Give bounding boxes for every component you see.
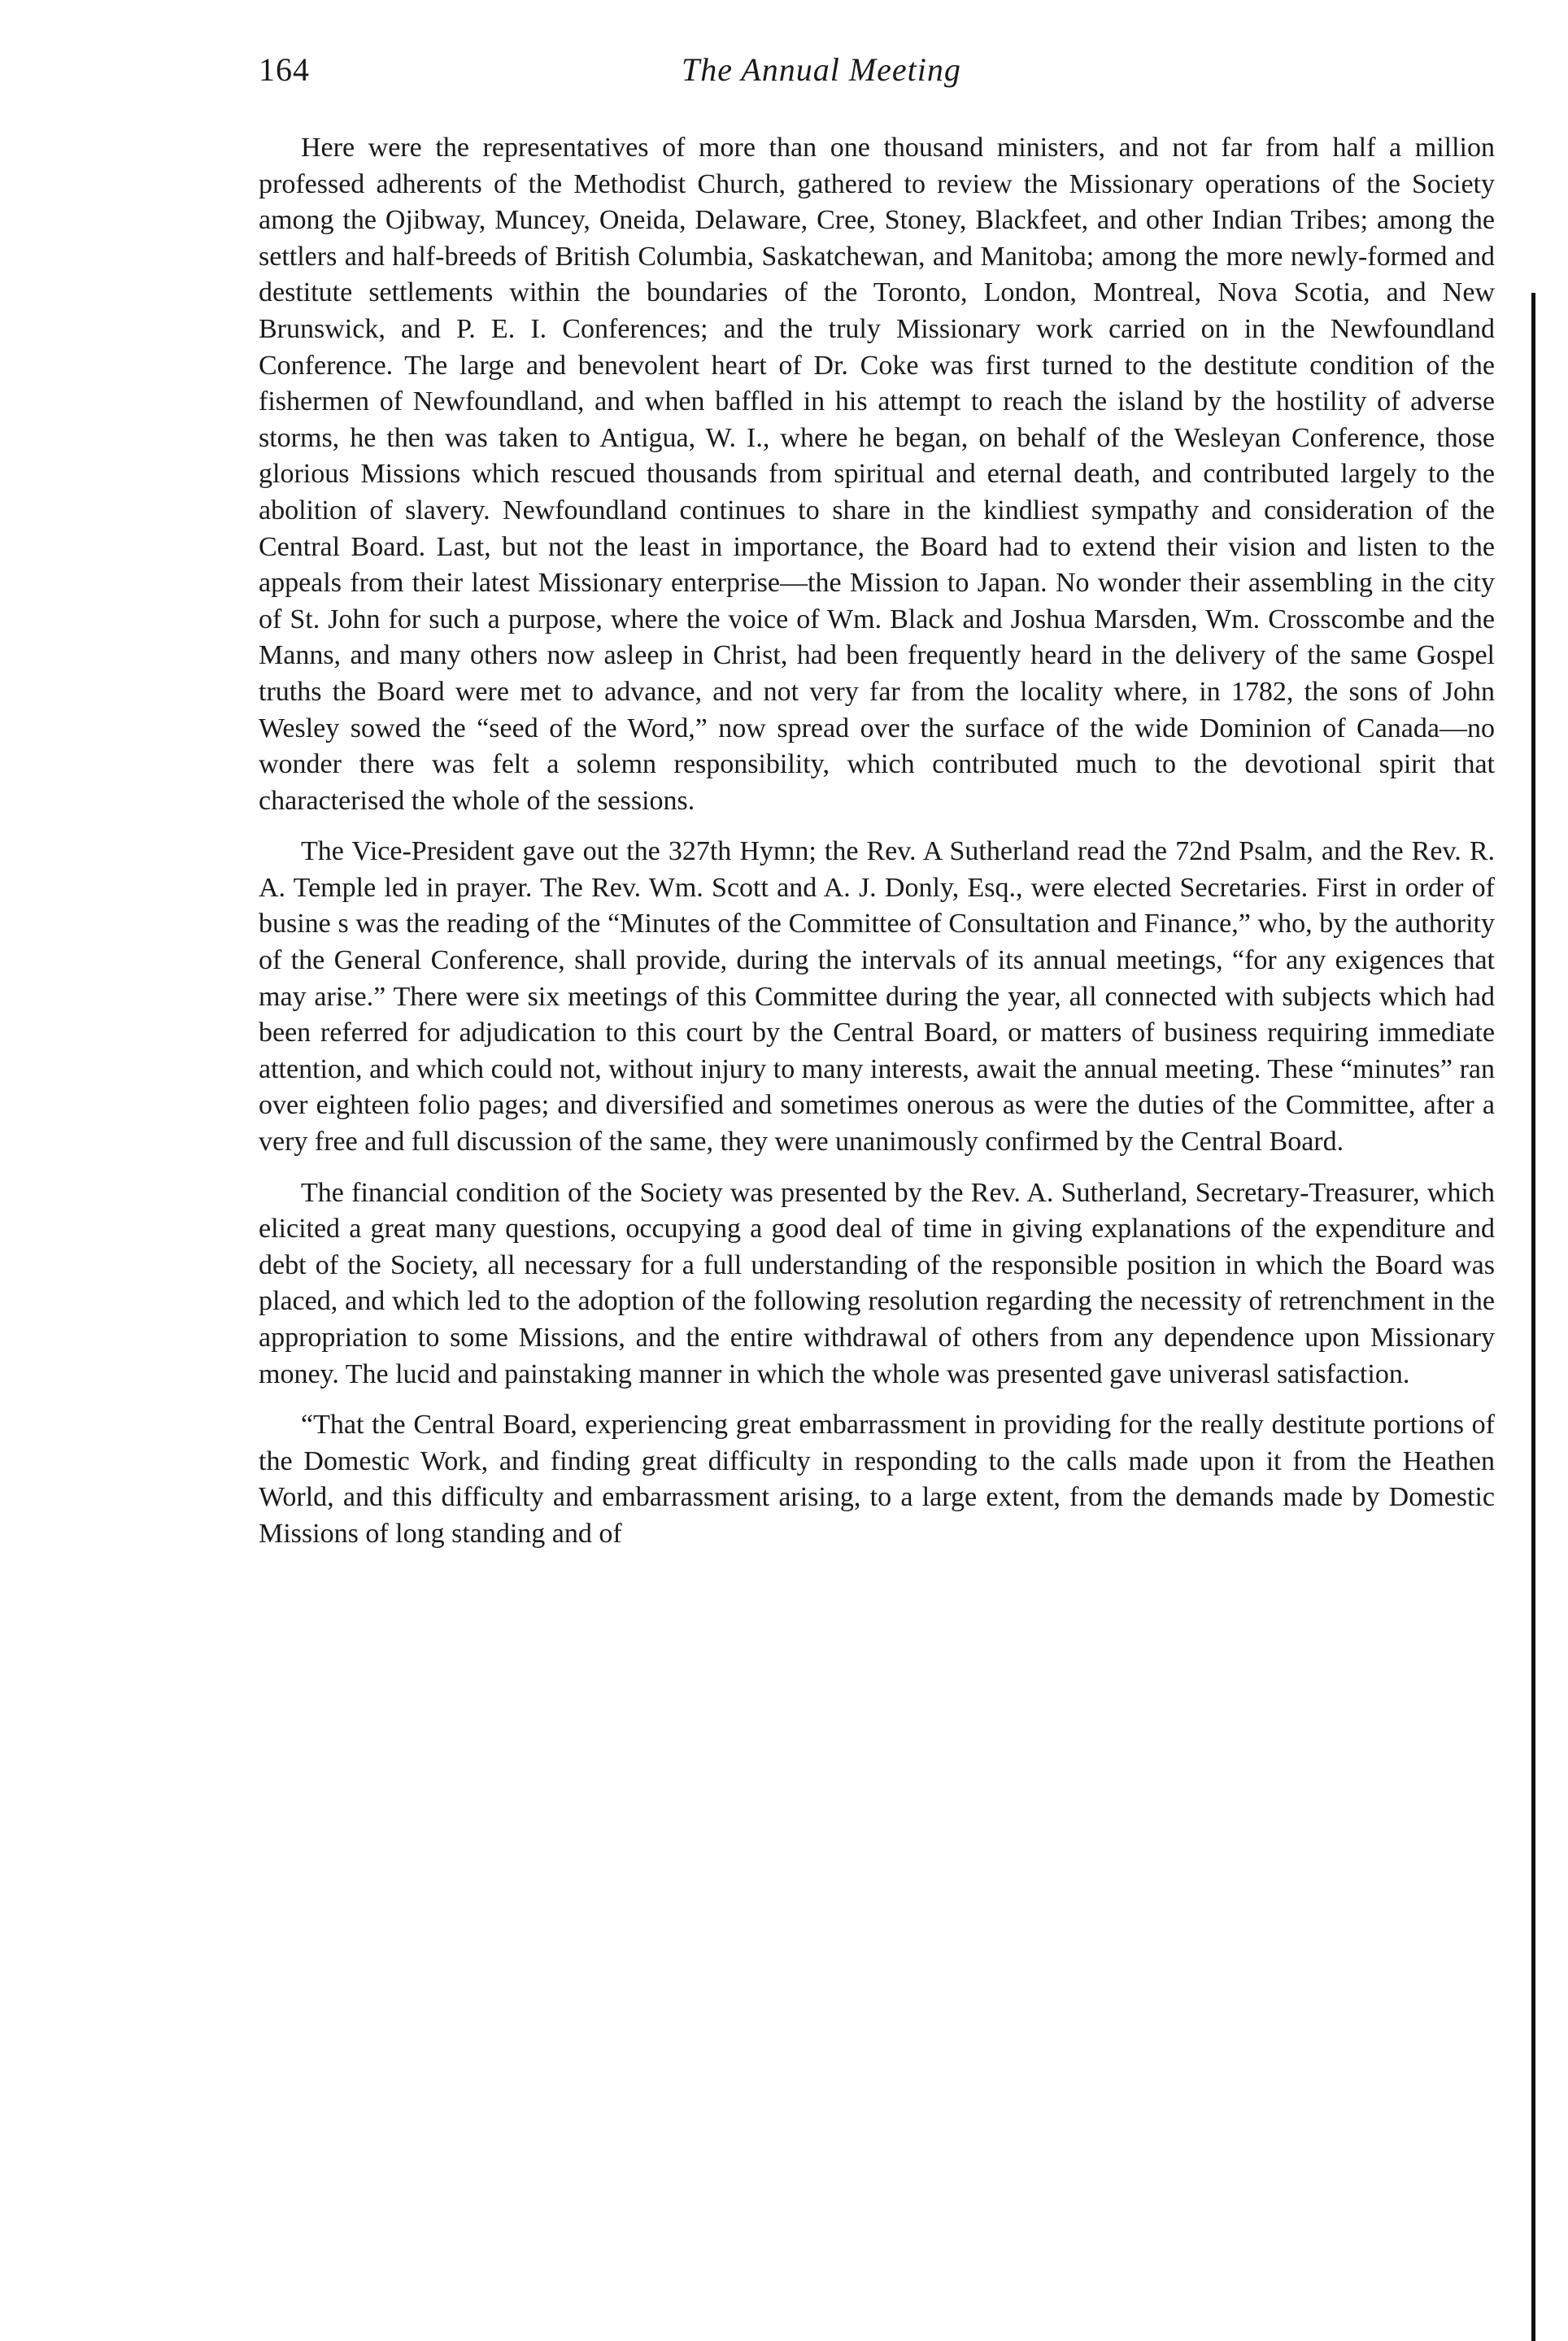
page-edge-rule — [1531, 293, 1535, 2341]
paragraph-financial-condition: The financial condition of the Society was presented by the Rev. A. Sutherland, Secretary-Treasurer, which elicited a great many questions, occupying a good deal of time in giving explanations of the expenditure and debt of the Society, all necessary for a full understanding of the responsible position in which the Board was placed, and which led to the adoption of the following resolution regarding the necessity of retrenchment in the appropriation to some Missions, and the entire withdrawal of others from any dependence upon Missionary money. The lucid and painstaking manner in which the whole was presented gave univerasl satisfaction. — [259, 1177, 1495, 1389]
page-number: 164 — [259, 51, 310, 88]
paragraph-representatives: Here were the representatives of more than one thousand ministers, and not far from half a million professed adherents of the Methodist Church, gathered to review the Missionary operations of the Society among the Ojibway, Muncey, Oneida, Delaware, Cree, Stoney, Blackfeet, and other Indian Tribes; among the settlers and half-breeds of British Columbia, Saskatchewan, and Manitoba; among the more newly-formed and destitute settlements within the boundaries of the Toronto, London, Montreal, Nova Scotia, and New Brunswick, and P. E. I. Conferences; and the truly Missionary work carried on in the Newfoundland Conference. The large and benevolent heart of Dr. Coke was first turned to the destitute condition of the fishermen of Newfoundland, and when baffled in his attempt to reach the island by the hostility of adverse storms, he then was taken to Antigua, W. I., where he began, on behalf of the Wesleyan Conference, those glorious Missions which rescued thousands from spiritual and eternal death, and contributed largely to the abolition of slavery. Newfoundland continues to share in the kindliest sympathy and consideration of the Central Board. Last, but not the least in importance, the Board had to extend their vision and listen to the appeals from their latest Missionary enterprise—the Mission to Japan. No wonder their assembling in the city of St. John for such a purpose, where the voice of Wm. Black and Joshua Marsden, Wm. Crosscombe and the Manns, and many others now asleep in Christ, had been frequently heard in the delivery of the same Gospel truths the Board were met to advance, and not very far from the locality where, in 1782, the sons of John Wesley sowed the “seed of the Word,” now spread over the surface of the wide Dominion of Canada—no wonder there was felt a solemn responsibility, which contributed much to the devotional spirit that characterised the whole of the sessions. — [259, 133, 1495, 816]
paragraph-resolution: “That the Central Board, experiencing great embarrassment in providing for the really destitute portions of the Domestic Work, and finding great difficulty in responding to the calls made upon it from the Heathen World, and this difficulty and embarrassment arising, to a large extent, from the demands made by Domestic Missions of long standing and of — [259, 1410, 1495, 1549]
body-text — [259, 130, 1495, 2326]
running-title: The Annual Meeting — [682, 51, 961, 88]
running-header — [259, 50, 1495, 99]
paragraph-vice-president: The Vice-President gave out the 327th Hymn; the Rev. A Sutherland read the 72nd Psalm, and the Rev. R. A. Temple led in prayer. The Rev. Wm. Scott and A. J. Donly, Esq., were elected Secretaries. First in order of busine s was the reading of the “Minutes of the Committee of Consultation and Finance,” who, by the authority of the General Conference, shall provide, during the intervals of its annual meetings, “for any exigences that may arise.” There were six meetings of this Committee during the year, all connected with subjects which had been referred for adjudication to this court by the Central Board, or matters of business requiring immediate attention, and which could not, without injury to many interests, await the annual meeting. These “minutes” ran over eighteen folio pages; and diversified and sometimes onerous as were the duties of the Committee, after a very free and full discussion of the same, they were unanimously confirmed by the Central Board. — [259, 836, 1495, 1157]
